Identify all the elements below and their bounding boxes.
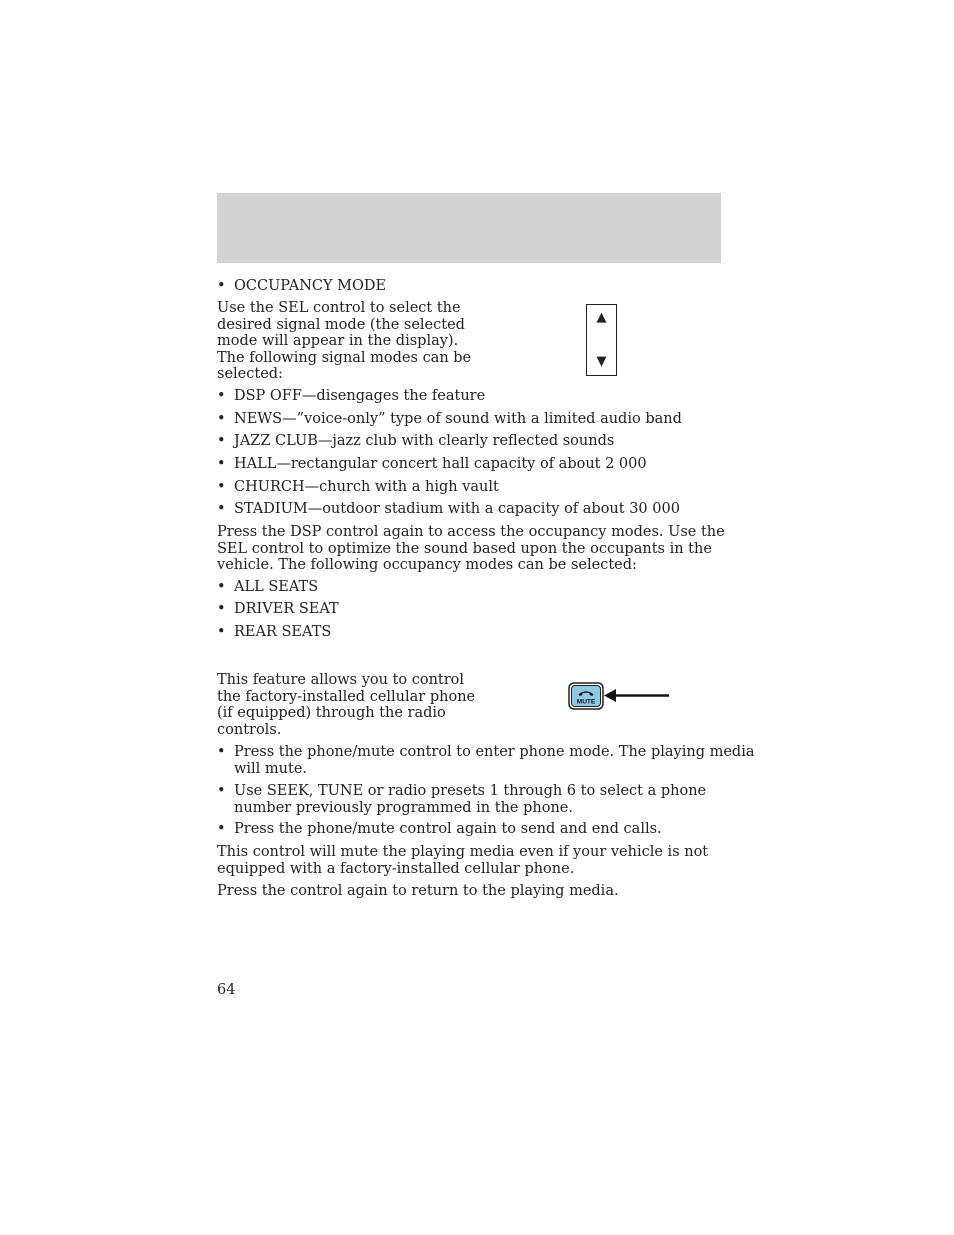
mute-note-line: equipped with a factory-installed cellular phone. [217, 860, 575, 877]
list-item-text: NEWS—”voice-only” type of sound with a limited audio band [234, 411, 682, 427]
bullet-dot: • [217, 501, 226, 517]
up-arrow-icon: ▲ [596, 310, 607, 325]
bullet-dot: • [217, 388, 226, 404]
sel-control-illustration [586, 304, 617, 376]
list-item-text: DRIVER SEAT [234, 601, 339, 617]
list-item-text: ALL SEATS [234, 579, 319, 595]
mute-note-line: This control will mute the playing media even if your vehicle is not [217, 844, 709, 860]
bullet-dot: • [217, 579, 226, 595]
mute-note-paragraph [217, 844, 708, 877]
phone-paragraph [217, 672, 475, 738]
return-note-paragraph [217, 883, 619, 900]
sel-paragraph-line: Use the SEL control to select the [217, 300, 461, 316]
bullet-dot: • [217, 601, 226, 617]
list-item-text: JAZZ CLUB—jazz club with clearly reflected sounds [234, 433, 615, 449]
sel-paragraph-line: desired signal mode (the selected [217, 316, 465, 333]
bullet-dot: • [217, 433, 226, 449]
list-item-text: REAR SEATS [234, 624, 332, 640]
bullet-dot: • [217, 278, 226, 294]
list-item-text: CHURCH—church with a high vault [234, 479, 499, 495]
bullet-text: OCCUPANCY MODE [234, 278, 387, 294]
list-item-text: HALL—rectangular concert hall capacity of about 2 000 [234, 456, 647, 472]
list-item-line: will mute. [234, 760, 308, 777]
bullet-dot: • [217, 479, 226, 495]
sel-paragraph-line: The following signal modes can be [217, 349, 472, 366]
list-item-text: DSP OFF—disengages the feature [234, 388, 486, 404]
section-header-bar [217, 193, 721, 263]
phone-mute-illustration [568, 682, 672, 710]
list-item-line: Press the phone/mute control to enter phone mode. The playing media [234, 744, 755, 760]
occupancy-paragraph-line: Press the DSP control again to access the occupancy modes. Use the [217, 524, 725, 540]
occupancy-paragraph [217, 524, 725, 574]
list-item-line: number previously programmed in the phone. [234, 799, 573, 816]
sel-paragraph-line: mode will appear in the display). [217, 333, 459, 349]
occupancy-paragraph-line: SEL control to optimize the sound based upon the occupants in the [217, 540, 712, 557]
bullet-dot: • [217, 624, 226, 640]
list-item-line: Press the phone/mute control again to send and end calls. [234, 821, 662, 837]
list-item-line: Use SEEK, TUNE or radio presets 1 through 6 to select a phone [234, 783, 707, 799]
bullet-dot: • [217, 744, 226, 760]
sel-paragraph-line: selected: [217, 366, 283, 382]
phone-mute-button-icon [568, 682, 672, 710]
phone-paragraph-line: controls. [217, 721, 282, 738]
bullet-dot: • [217, 456, 226, 472]
sel-paragraph [217, 300, 471, 383]
mute-label: MUTE [576, 698, 596, 706]
bullet-dot: • [217, 411, 226, 427]
down-arrow-icon: ▼ [596, 354, 607, 369]
return-note-line: Press the control again to return to the playing media. [217, 883, 619, 899]
bullet-dot: • [217, 821, 226, 837]
phone-paragraph-line: This feature allows you to control [217, 672, 465, 688]
page-number: 64 [217, 982, 236, 998]
occupancy-paragraph-line: vehicle. The following occupancy modes can be selected: [217, 557, 637, 573]
phone-paragraph-line: the factory-installed cellular phone [217, 688, 476, 705]
phone-paragraph-line: (if equipped) through the radio [217, 705, 446, 721]
list-item-text: STADIUM—outdoor stadium with a capacity of about 30 000 [234, 501, 680, 517]
bullet-dot: • [217, 783, 226, 799]
